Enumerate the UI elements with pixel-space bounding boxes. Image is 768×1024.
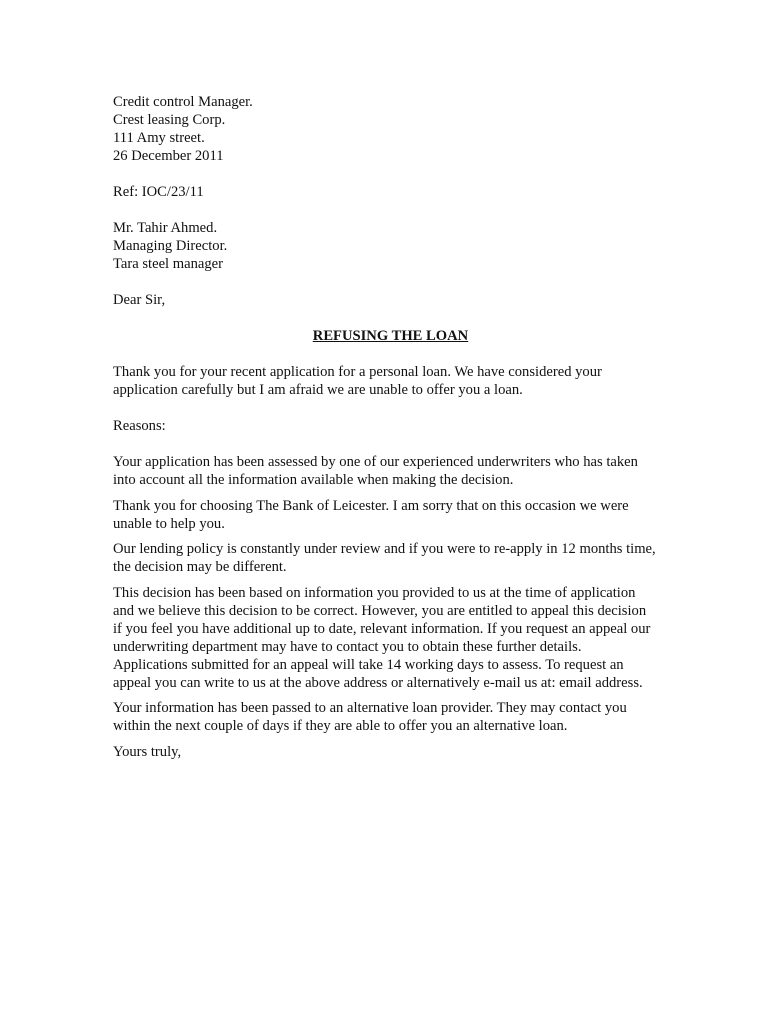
reasons-heading: Reasons: — [113, 418, 166, 434]
sender-company: Crest leasing Corp. — [113, 112, 226, 128]
recipient-name: Mr. Tahir Ahmed. — [113, 220, 218, 236]
body-paragraph: Thank you for choosing The Bank of Leicester. I am sorry that on this occasion we were unable to help you. — [113, 497, 629, 532]
recipient-address — [113, 219, 658, 273]
letter-subject: REFUSING THE LOAN — [312, 328, 469, 344]
body-paragraph: Our lending policy is constantly under review and if you were to re-apply in 12 months time, the decision may be different. — [113, 541, 656, 575]
intro-paragraph: Thank you for your recent application for a personal loan. We have considered your application carefully but I am afraid we are unable to offer you a loan. — [113, 364, 602, 398]
letter-page — [113, 93, 658, 761]
sender-street: 111 Amy street. — [113, 130, 205, 146]
letter-date: 26 December 2011 — [113, 148, 224, 164]
body-paragraph: Your application has been assessed by one of our experienced underwriters who has taken into account all the information available when making the decision. — [113, 454, 638, 488]
recipient-position: Managing Director. — [113, 238, 228, 254]
sender-title: Credit control Manager. — [113, 94, 253, 110]
body-paragraph: This decision has been based on information you provided to us at the time of application and we believe this decision to be correct. However, you are entitled to appeal this decision if you feel you have additional up to date, relevant information. If you request an appeal our underwriting department may have to contact you to obtain these further details. Applications submitted for an appeal will take 14 working days to assess. To request an appeal you can write to us at the above address or alternatively e-mail us at: email address. — [113, 584, 651, 691]
recipient-organization: Tara steel manager — [113, 256, 223, 272]
sender-address — [113, 93, 658, 165]
reference-number: Ref: IOC/23/11 — [113, 184, 204, 200]
salutation: Dear Sir, — [113, 292, 166, 308]
body-paragraph: Your information has been passed to an alternative loan provider. They may contact you within the next couple of days if they are able to offer you an alternative loan. — [113, 700, 627, 734]
closing: Yours truly, — [113, 743, 182, 760]
